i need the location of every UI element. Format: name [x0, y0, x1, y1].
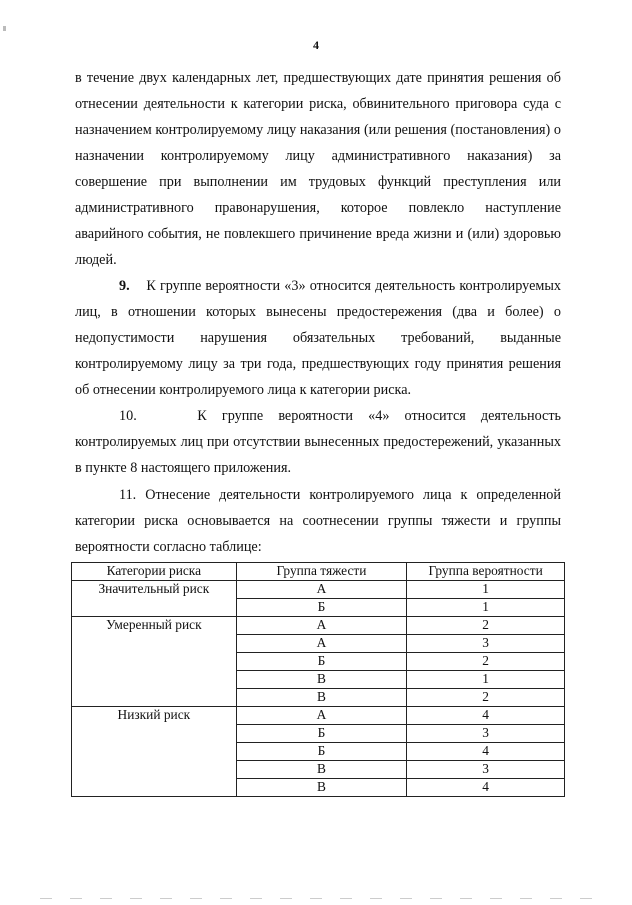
table-header-row [72, 563, 565, 581]
page-number: 4 [313, 38, 319, 52]
severity-cell: В [236, 671, 407, 689]
risk-category-table [71, 562, 565, 797]
severity-cell: Б [236, 725, 407, 743]
paragraph-9-text: К группе вероятности «3» относится деятельность контролируемых лиц, в отношении которых вынесены предостережения (два и более) о недопустимости нарушения обязательных требований, выданные контролируемому лицу за три года, предшествующих году принятия решения об отнесении контролируемого лица к категории риска. [75, 278, 561, 398]
probability-cell: 2 [407, 689, 565, 707]
severity-cell: А [236, 581, 407, 599]
paragraph-11-text: Отнесение деятельности контролируемого лица к определенной категории риска основывается на соотнесении группы тяжести и группы вероятности согласно таблице: [75, 487, 561, 555]
probability-cell: 4 [407, 707, 565, 725]
severity-cell: Б [236, 743, 407, 761]
severity-cell: В [236, 689, 407, 707]
paragraph-11 [75, 482, 561, 560]
paragraph-continuation: в течение двух календарных лет, предшествующих дате принятия решения об отнесении деятельности к категории риска, обвинительного приговора суда с назначением контролируемому лицу наказания (или решения (постановления) о назначении контролируемому лицу административного наказания) за совершение при выполнении им трудовых функций преступления или административного правонарушения, которое повлекло наступление аварийного события, не повлекшего причинение вреда жизни и (или) здоровью людей. [75, 70, 561, 268]
scan-artifact-line [40, 898, 600, 899]
table-row [72, 617, 565, 635]
severity-cell: Б [236, 653, 407, 671]
header-risk-category: Категории риска [72, 563, 237, 581]
table-row [72, 581, 565, 599]
paragraph-10 [75, 403, 561, 481]
risk-category-cell: Умеренный риск [72, 617, 237, 707]
severity-cell: В [236, 761, 407, 779]
scan-artifact [3, 26, 6, 31]
severity-cell: Б [236, 599, 407, 617]
severity-cell: А [236, 635, 407, 653]
severity-cell: В [236, 779, 407, 797]
risk-category-cell: Значительный риск [72, 581, 237, 617]
probability-cell: 3 [407, 635, 565, 653]
probability-cell: 1 [407, 671, 565, 689]
risk-category-cell: Низкий риск [72, 707, 237, 797]
table-body [72, 581, 565, 797]
probability-cell: 2 [407, 617, 565, 635]
probability-cell: 3 [407, 725, 565, 743]
paragraph-10-number: 10. [119, 408, 137, 424]
paragraph-10-text: К группе вероятности «4» относится деятельность контролируемых лиц при отсутствии вынесенных предостережений, указанных в пункте 8 настоящего приложения. [75, 408, 562, 476]
probability-cell: 3 [407, 761, 565, 779]
probability-cell: 4 [407, 743, 565, 761]
table-row [72, 707, 565, 725]
probability-cell: 1 [407, 599, 565, 617]
probability-cell: 1 [407, 581, 565, 599]
paragraph-11-number: 11. [119, 487, 137, 503]
probability-cell: 2 [407, 653, 565, 671]
probability-cell: 4 [407, 779, 565, 797]
header-probability-group: Группа вероятности [407, 563, 565, 581]
paragraph-9 [75, 273, 561, 403]
paragraph-9-number: 9. [119, 278, 130, 294]
header-severity-group: Группа тяжести [236, 563, 407, 581]
severity-cell: А [236, 707, 407, 725]
severity-cell: А [236, 617, 407, 635]
